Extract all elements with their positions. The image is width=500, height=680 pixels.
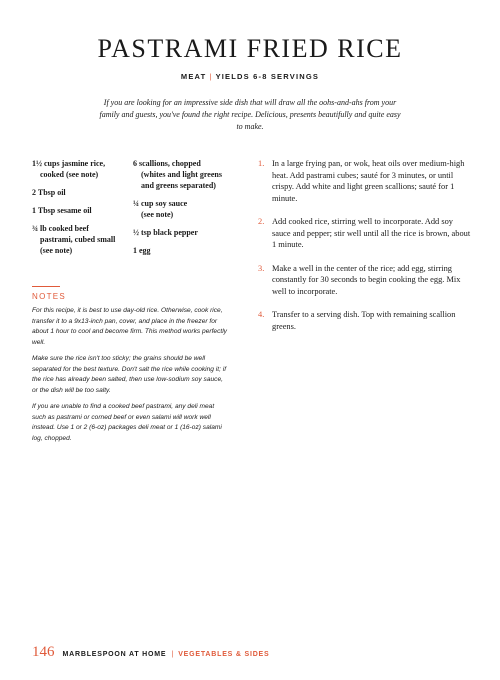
- instruction-step: [258, 216, 473, 251]
- notes-body: [32, 306, 228, 450]
- ingredient-item: ¼ cup soy sauce (see note): [133, 199, 188, 219]
- ingredient-item: 1 Tbsp sesame oil: [32, 206, 92, 215]
- instruction-step: [258, 158, 473, 204]
- step-number: 3.: [258, 263, 265, 273]
- step-number: 2.: [258, 217, 265, 226]
- notes-divider: [32, 286, 60, 287]
- instruction-step: [258, 309, 473, 332]
- recipe-category: MEAT: [180, 72, 207, 81]
- page-number: 146: [32, 644, 55, 660]
- ingredients-column-1: [32, 158, 128, 263]
- note-paragraph: Make sure the rice isn't too sticky; the grains should be well separated for the best texture. Don't salt the rice while cooking it; if the rice has already been salted, then use low-sodium soy sauce, or the dish will be too salty.: [32, 355, 227, 394]
- step-text: Transfer to a serving dish. Top with remaining scallion greens.: [272, 310, 456, 331]
- ingredient-item: 6 scallions, chopped (whites and light greens and greens separated): [133, 159, 222, 190]
- recipe-yields: YIELDS 6-8 SERVINGS: [215, 72, 320, 81]
- note-paragraph: If you are unable to find a cooked beef pastrami, any deli meat such as pastrami or corned beef or even salami will work well instead. Use 1 or 2 (6-oz) packages deli meat or 1 (16-oz) salami log, chopped.: [32, 403, 222, 442]
- book-title: MARBLESPOON AT HOME: [62, 651, 167, 658]
- ingredient-item: 2 Tbsp oil: [32, 188, 66, 197]
- step-text: Make a well in the center of the rice; add egg, stirring constantly for 30 seconds to begin cooking the egg. Mix well to incorporate.: [272, 263, 461, 296]
- step-text: Add cooked rice, stirring well to incorporate. Add soy sauce and pepper; stir well until all the rice is brown, about 1 minute.: [272, 217, 471, 249]
- footer-separator: |: [171, 651, 174, 658]
- ingredients-column-2: [133, 158, 223, 263]
- recipe-intro: If you are looking for an impressive side dish that will draw all the oohs-and-ahs from your family and guests, you've found the right recipe. Delicious, presents beautifully and quite easy to make.: [99, 98, 401, 131]
- page-footer: [32, 644, 270, 661]
- step-text: In a large frying pan, or wok, heat oils over medium-high heat. Add pastrami cubes; sauté for 3 minutes, or until crispy. Add white and light green scallions; sauté for 1 minute.: [272, 159, 465, 203]
- step-number: 4.: [258, 310, 265, 319]
- notes-heading: NOTES: [32, 292, 67, 301]
- section-name: VEGETABLES & SIDES: [178, 651, 270, 658]
- instruction-step: [258, 263, 473, 298]
- recipe-title: PASTRAMI FRIED RICE: [97, 34, 403, 63]
- meta-separator: |: [209, 72, 213, 81]
- step-number: 1.: [258, 159, 265, 168]
- ingredient-item: ¾ lb cooked beef pastrami, cubed small (see note): [32, 224, 116, 255]
- ingredient-item: 1½ cups jasmine rice, cooked (see note): [32, 159, 106, 179]
- ingredient-item: ½ tsp black pepper: [133, 228, 198, 237]
- ingredient-item: 1 egg: [133, 246, 151, 255]
- recipe-meta: [0, 72, 500, 81]
- note-paragraph: For this recipe, it is best to use day-old rice. Otherwise, cook rice, transfer it to a 9x13-inch pan, cover, and place in the freezer for about 1 hour to cool and become firm. This method works perfectly well.: [32, 307, 227, 346]
- instructions-list: [258, 158, 473, 344]
